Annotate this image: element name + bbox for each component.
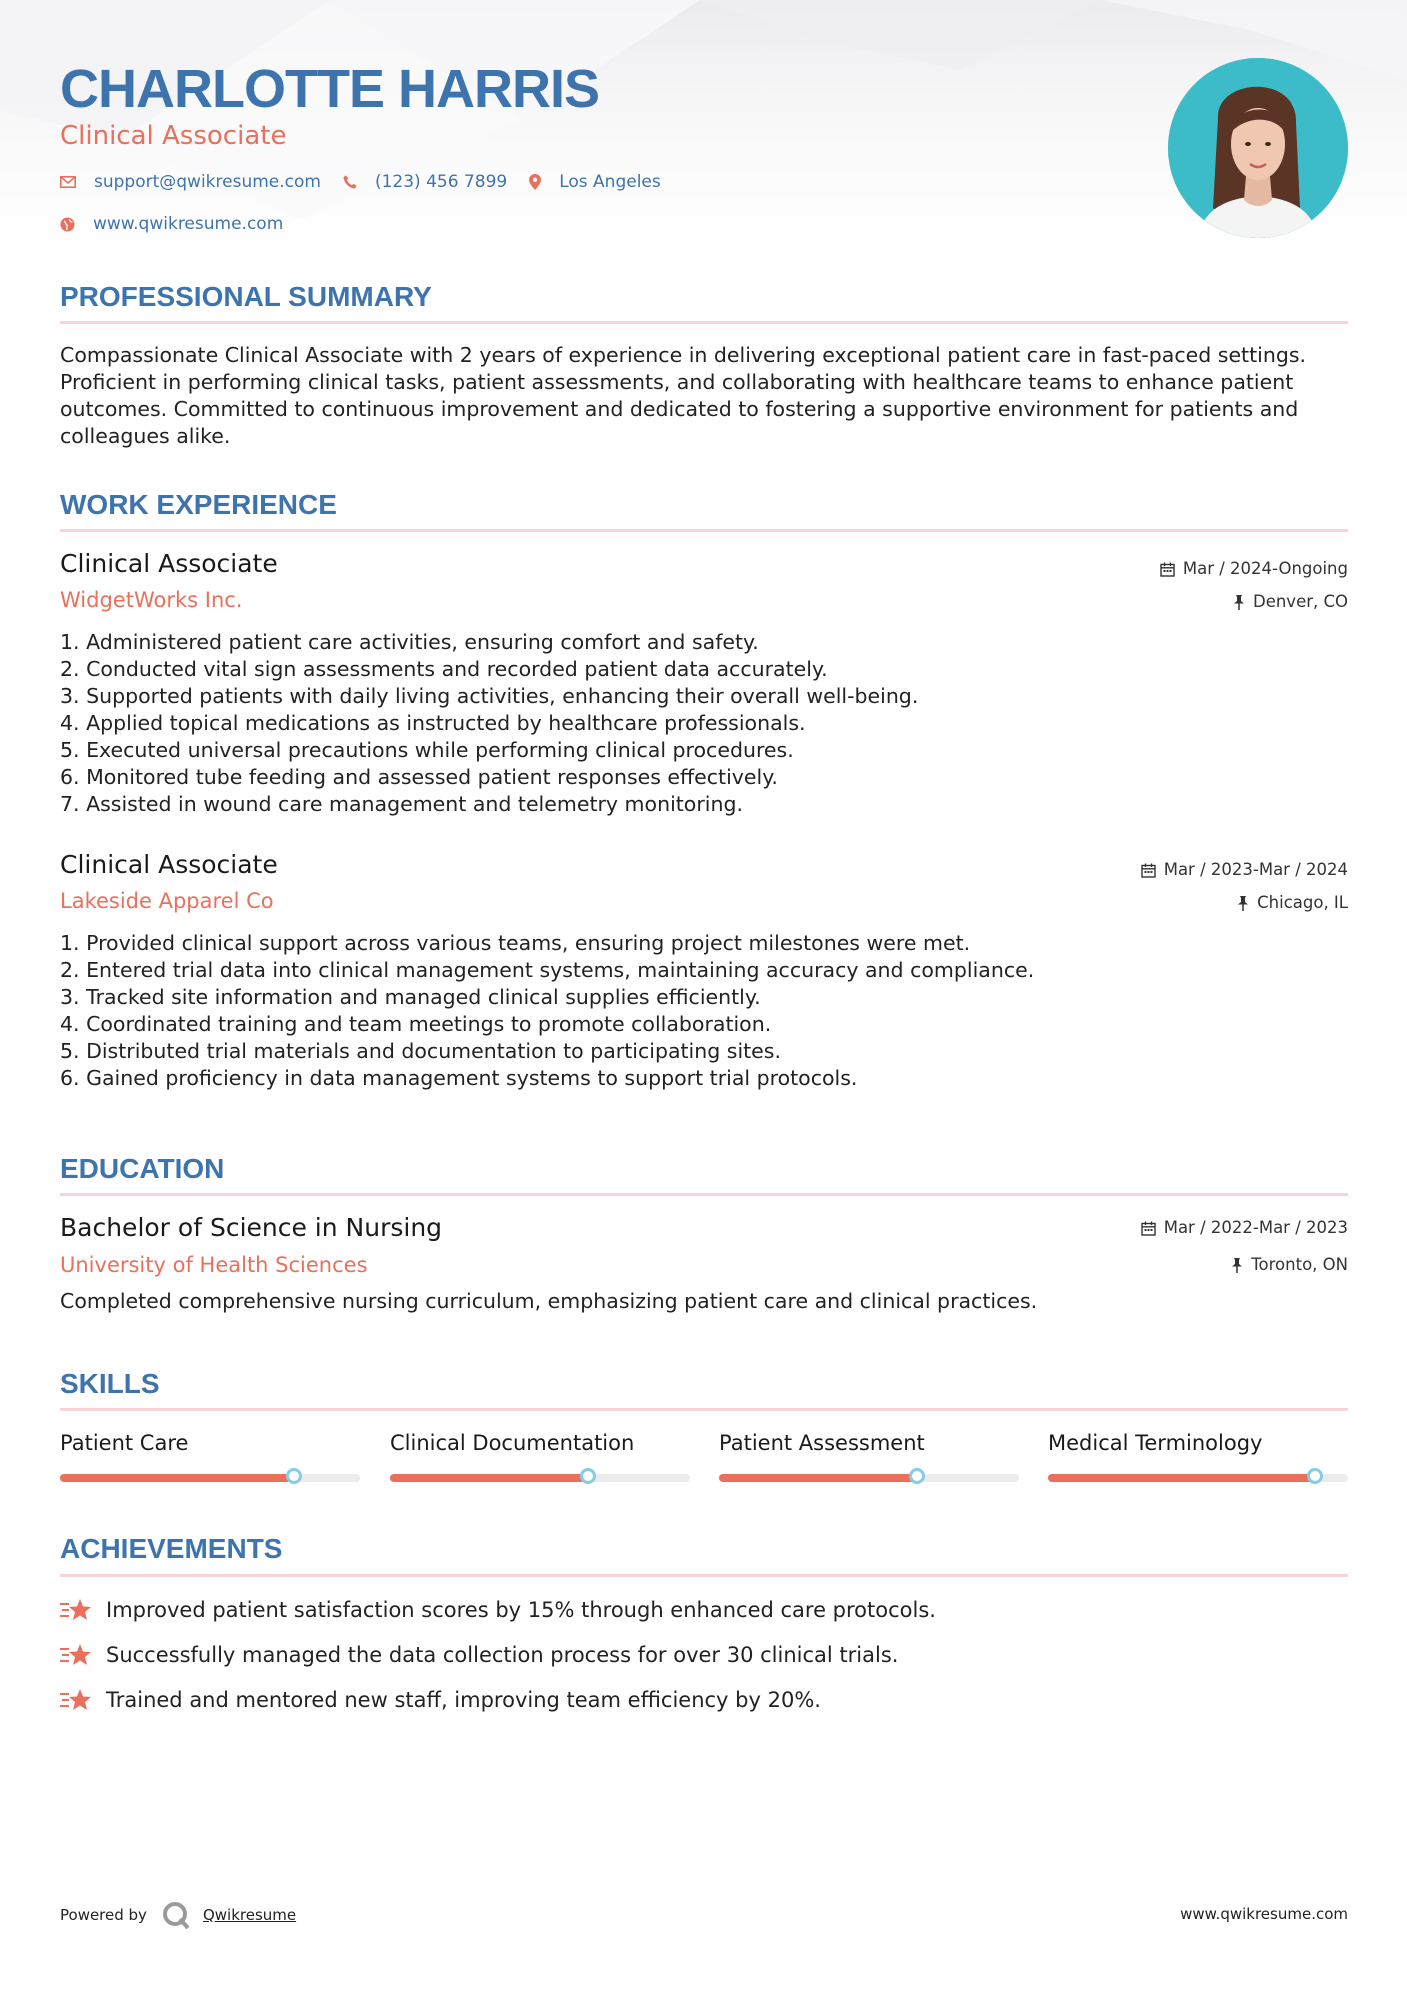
summary-text: Compassionate Clinical Associate with 2 years of experience in delivering exceptional patient care in fast-paced settings. Proficient in performing clinical tasks, patient assessments, and collaborating with healthcare teams to enhance patient outcomes. Committed to continuous improvement and dedicated to fostering a supportive environment for patients and colleagues alike. [60,343,1307,448]
skill-bar-fill [390,1474,588,1482]
job-title: Clinical Associate [60,850,278,879]
list-item: 1. Administered patient care activities, ensuring comfort and safety. [60,630,759,654]
job-location [1233,591,1348,613]
section-divider [60,1574,1348,1577]
list-item: 1. Provided clinical support across various teams, ensuring project milestones were met. [60,931,971,955]
contact-row [60,172,683,192]
phone-contact[interactable] [343,172,507,192]
calendar-icon [1141,1221,1156,1236]
job-location-text: Chicago, IL [1257,893,1348,912]
email-contact[interactable] [60,172,321,192]
shooting-star-icon [60,1687,92,1713]
job-bullets [60,629,918,818]
job-dates-text: Mar / 2023-Mar / 2024 [1163,860,1348,879]
pushpin-icon [1231,1258,1243,1273]
job-dates [1160,558,1348,580]
achievement-text: Improved patient satisfaction scores by 15% through enhanced care protocols. [106,1598,936,1622]
education-dates-text: Mar / 2022-Mar / 2023 [1163,1218,1348,1237]
skill-item [60,1428,360,1458]
globe-icon [60,217,75,232]
profile-photo [1168,58,1348,238]
powered-by-label: Powered by [60,1906,147,1924]
skill-bar-knob [1307,1468,1323,1484]
education-dates [1141,1217,1348,1239]
section-divider [60,1408,1348,1411]
skill-bar-knob [580,1468,596,1484]
company-name: Lakeside Apparel Co [60,889,274,913]
calendar-icon [1160,562,1175,577]
skill-bar-track [60,1474,360,1482]
resume-page [60,0,1348,1990]
phone-text: (123) 456 7899 [374,172,508,192]
list-item: 7. Assisted in wound care management and telemetry monitoring. [60,792,743,816]
calendar-icon [1141,863,1156,878]
education-location [1231,1254,1348,1276]
skill-bar-knob [286,1468,302,1484]
job-location [1237,892,1348,914]
list-item: 3. Tracked site information and managed clinical supplies efficiently. [60,985,761,1009]
candidate-role: Clinical Associate [60,121,287,151]
map-pin-icon [529,174,541,190]
list-item: 4. Coordinated training and team meetings to promote collaboration. [60,1012,772,1036]
achievement-text: Successfully managed the data collection process for over 30 clinical trials. [106,1643,899,1667]
list-item: 6. Gained proficiency in data management systems to support trial protocols. [60,1066,858,1090]
shooting-star-icon [60,1597,92,1623]
job-dates [1141,859,1348,881]
skill-bar-fill [60,1474,294,1482]
summary-heading: PROFESSIONAL SUMMARY [60,281,432,312]
pushpin-icon [1233,595,1245,610]
candidate-name: CHARLOTTE HARRIS [60,59,599,119]
education-heading: EDUCATION [60,1153,225,1184]
qwikresume-logo-icon [161,1900,191,1930]
achievement-text: Trained and mentored new staff, improving team efficiency by 20%. [106,1688,821,1712]
section-divider [60,321,1348,324]
list-item: 3. Supported patients with daily living activities, enhancing their overall well-being. [60,684,919,708]
skill-bar-fill [1048,1474,1315,1482]
skill-label: Medical Terminology [1048,1431,1263,1455]
skill-bar-fill [719,1474,917,1482]
list-item: 2. Conducted vital sign assessments and recorded patient data accurately. [60,657,828,681]
achievement-item [60,1640,898,1670]
avatar-illustration [1168,58,1348,238]
job-location-text: Denver, CO [1252,592,1348,611]
list-item: 2. Entered trial data into clinical management systems, maintaining accuracy and compliance. [60,958,1035,982]
location-contact [529,172,661,192]
experience-heading: WORK EXPERIENCE [60,489,337,520]
footer-website[interactable]: www.qwikresume.com [1180,1905,1348,1923]
skill-bar-track [719,1474,1019,1482]
list-item: 6. Monitored tube feeding and assessed patient responses effectively. [60,765,778,789]
education-description: Completed comprehensive nursing curriculum, emphasizing patient care and clinical practices. [60,1289,1038,1313]
location-text: Los Angeles [559,172,661,192]
phone-icon [343,175,357,189]
list-item: 4. Applied topical medications as instructed by healthcare professionals. [60,711,806,735]
email-text: support@qwikresume.com [94,172,321,192]
job-dates-text: Mar / 2024-Ongoing [1182,559,1348,578]
achievement-item [60,1595,936,1625]
skills-heading: SKILLS [60,1368,160,1399]
skill-bar-knob [909,1468,925,1484]
degree-title: Bachelor of Science in Nursing [60,1213,443,1242]
shooting-star-icon [60,1642,92,1668]
skill-label: Patient Assessment [719,1431,925,1455]
achievements-heading: ACHIEVEMENTS [60,1533,283,1564]
footer-powered-by [60,1900,296,1930]
skill-label: Patient Care [60,1431,189,1455]
skill-item [1048,1428,1348,1458]
website-row [60,214,305,234]
job-bullets [60,930,1034,1092]
school-name: University of Health Sciences [60,1253,368,1277]
skill-bar-track [390,1474,690,1482]
website-contact[interactable] [60,214,283,234]
list-item: 5. Distributed trial materials and documentation to participating sites. [60,1039,781,1063]
education-location-text: Toronto, ON [1251,1255,1348,1274]
skill-bar-track [1048,1474,1348,1482]
section-divider [60,529,1348,532]
company-name: WidgetWorks Inc. [60,588,243,612]
pushpin-icon [1237,896,1249,911]
website-text: www.qwikresume.com [93,214,284,234]
list-item: 5. Executed universal precautions while performing clinical procedures. [60,738,794,762]
skill-item [719,1428,1019,1458]
job-title: Clinical Associate [60,549,278,578]
skill-label: Clinical Documentation [390,1431,635,1455]
brand-link[interactable]: Qwikresume [202,1906,297,1924]
achievement-item [60,1685,821,1715]
section-divider [60,1193,1348,1196]
skill-item [390,1428,690,1458]
envelope-icon [60,176,76,188]
